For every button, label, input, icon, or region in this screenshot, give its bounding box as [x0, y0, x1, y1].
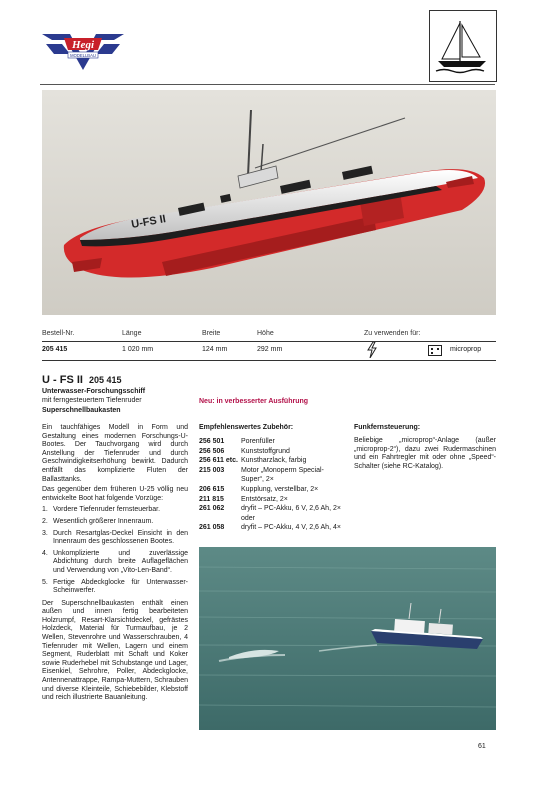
logo-text: Hegi	[72, 39, 94, 51]
lightning-icon	[366, 342, 378, 358]
spec-rule-bottom	[42, 360, 496, 361]
subtitle-research: Unterwasser-Forschungsschiff	[42, 388, 146, 395]
page-number: 61	[478, 743, 486, 750]
col-width: Breite	[202, 330, 221, 337]
feature-list	[42, 506, 188, 595]
list-item: 256 501 Porenfüller	[199, 438, 275, 445]
col-length: Länge	[122, 330, 142, 337]
product-number: 205 415	[88, 375, 122, 385]
sailboat-icon	[429, 10, 497, 82]
product-name: U - FS II	[42, 374, 83, 386]
list-item: 5. Fertige Abdeckglocke für Unterwasser-Scheinwerfer.	[42, 578, 188, 595]
col-order-number: Bestell-Nr.	[42, 330, 75, 337]
subtitle-kit: Superschnellbaukasten	[42, 407, 121, 414]
kit-contents: Der Superschnellbaukasten enthält einen außen und innen fertig bearbeiteten Holzrumpf, Resart-Klarsichtdeckel, gefrästes Holzdeck, Material für Turmaufbau, je 2 Wellen, Stevenrohre und Wasserschrauben, 4 Tiefenruder mit Wellen, Lagern und einem Segment, Ruderblatt mit Schaft und Koker sowie Ruderhebel mit Schubstange und Lager, Eisenkiel, Sehrohre, Poller, Abdeckglocke, Antennenattrappe, Rampa-Muttern, Schrauben und diverse Kleinteile, Schiebebilder, Klebstoff und reich illustrierte Bauanleitung.	[42, 599, 188, 702]
new-version-note: Neu: in verbesserter Ausführung	[199, 398, 309, 405]
cell-length: 1 020 mm	[122, 346, 154, 353]
list-item: 4. Unkomplizierte und zuverlässige Abdichtung durch breite Auflageflächen und Verwendung von „Vito-Len-Band“.	[42, 549, 188, 574]
list-item: 3. Durch Resartglas-Deckel Einsicht in den Innenraum des geschlossenen Bootes.	[42, 529, 188, 546]
accessories-title: Empfehlenswertes Zubehör:	[199, 424, 294, 431]
cell-microprop: microprop	[450, 346, 482, 353]
list-item: 256 506 Kunststoffgrund	[199, 447, 290, 455]
list-item: 211 815 Entstörsatz, 2×	[199, 495, 288, 503]
header-rule	[40, 84, 495, 85]
water-photo	[199, 547, 496, 730]
list-item: 261 062 dryfit – PC-Akku, 6 V, 2,6 Ah, 2×	[199, 505, 341, 513]
list-item: 261 058 dryfit – PC-Akku, 4 V, 2,6 Ah, 4×	[199, 524, 341, 532]
product-title	[42, 374, 122, 386]
description-column	[42, 424, 188, 705]
list-item: Super“, 2×	[241, 476, 274, 484]
list-item: 1. Vordere Tiefenruder fernsteuerbar.	[42, 506, 161, 514]
subtitle-rudder: mit ferngesteuertem Tiefenruder	[42, 397, 142, 404]
transmitter-icon	[428, 345, 442, 356]
list-item: 206 615 Kupplung, verstellbar, 2×	[199, 485, 319, 493]
list-item: 215 003 Motor „Monoperm Special-	[199, 466, 324, 474]
radio-control-title: Funkfernsteuerung:	[354, 424, 421, 431]
list-item: oder	[241, 514, 256, 522]
list-item: 256 611 etc. Kunstharzlack, farbig	[199, 457, 307, 465]
description-intro: Ein tauchfähiges Modell in Form und Gestaltung eines modernen Forschungs-U-Bootes. Der Tauchvorgang wird durch Anstellung der Tiefenruder und durch Geschwindigkeitserhöhung bewirkt. Dadurch entfällt das komplizierte Fluten der Ballasttanks.	[42, 424, 188, 483]
accessories-list	[199, 437, 349, 533]
description-intro2: Das gegenüber dem früheren U-25 völlig neu entwickelte Boot hat folgende Vorzüge:	[42, 486, 188, 502]
boat-marking: U-FS II	[130, 213, 167, 231]
submarine-photo	[42, 90, 496, 315]
list-item: 2. Wesentlich größerer Innenraum.	[42, 517, 154, 525]
cell-height: 292 mm	[257, 346, 283, 353]
col-height: Höhe	[257, 330, 274, 337]
radio-control-text: Beliebige „microprop“-Anlage (außer „microprop-2“), dazu zwei Rudermaschinen und ein Fahrtregler mit oder ohne „Speed“-Schalter (siehe RC-Katalog).	[354, 437, 496, 470]
col-use-for: Zu verwenden für:	[364, 330, 421, 337]
logo-subtext: MODELLBAU	[70, 53, 96, 58]
hegi-logo	[40, 24, 126, 74]
spec-rule-top	[42, 341, 496, 342]
cell-width: 124 mm	[202, 346, 228, 353]
cell-order-number: 205 415	[42, 346, 68, 353]
